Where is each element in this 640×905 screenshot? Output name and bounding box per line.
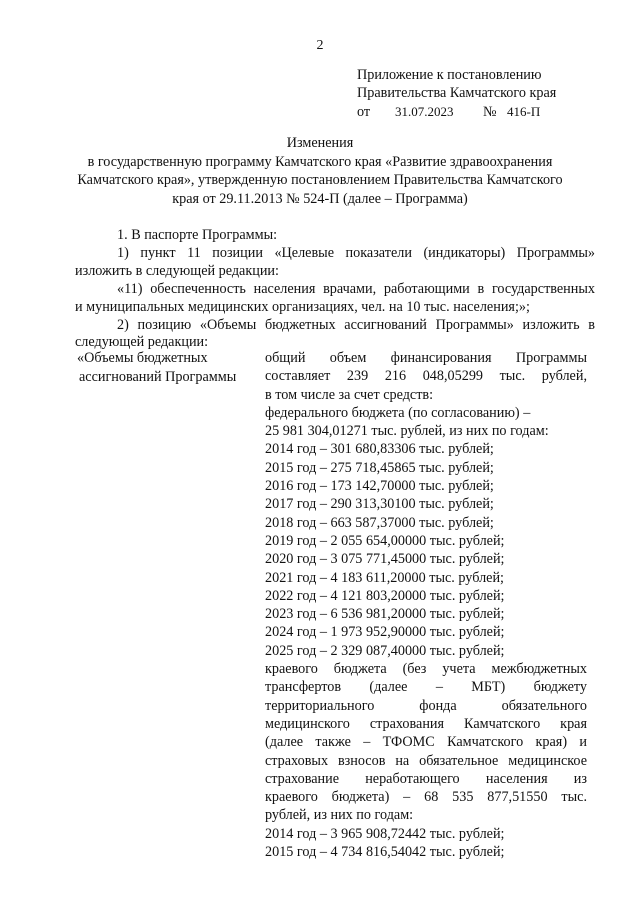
federal-year-line: 2020 год – 3 075 771,45000 тыс. рублей;	[265, 551, 505, 568]
regional-line: (далее также – ТФОМС Камчатского края) и	[265, 734, 587, 751]
federal-year-line: 2022 год – 4 121 803,20000 тыс. рублей;	[265, 587, 505, 604]
appendix-date-line	[357, 103, 556, 121]
quote-line-1: «11) обеспеченность населения врачами, работающими в государственных	[117, 281, 595, 297]
regional-line: трансфертов (далее – МБТ) бюджету	[265, 679, 587, 696]
item-1: 1. В паспорте Программы:	[117, 227, 278, 243]
regional-line: краевого бюджета) – 68 535 877,51550 тыс.	[265, 789, 587, 806]
regional-line: страховых взносов на обязательное медицинское	[265, 752, 587, 769]
document-title	[0, 134, 640, 208]
appendix-number-sign: №	[483, 103, 497, 120]
title-line: в государственную программу Камчатского края «Развитие здравоохранения	[87, 153, 553, 170]
federal-year-line: 2019 год – 2 055 654,00000 тыс. рублей;	[265, 532, 505, 549]
federal-year-line: 2017 год – 290 313,30100 тыс. рублей;	[265, 496, 494, 513]
right-column-line: 25 981 304,01271 тыс. рублей, из них по годам:	[265, 423, 549, 440]
appendix-header	[357, 66, 556, 121]
budget-table-left-column	[77, 349, 236, 386]
right-column-line: общий объем финансирования Программы	[265, 350, 587, 366]
federal-year-line: 2023 год – 6 536 981,20000 тыс. рублей;	[265, 606, 505, 623]
regional-year-line: 2014 год – 3 965 908,72442 тыс. рублей;	[265, 825, 505, 842]
regional-line: медицинского страхования Камчатского края	[265, 715, 587, 732]
title-line: Камчатского края», утвержденную постановлением Правительства Камчатского	[77, 172, 563, 188]
federal-year-line: 2021 год – 4 183 611,20000 тыс. рублей;	[265, 569, 504, 586]
appendix-line-1: Приложение к постановлению	[357, 67, 542, 83]
federal-year-line: 2018 год – 663 587,37000 тыс. рублей;	[265, 514, 494, 531]
right-column-line: федерального бюджета (по согласованию) –	[265, 404, 531, 421]
federal-year-line: 2014 год – 301 680,83306 тыс. рублей;	[265, 441, 494, 458]
subitem-1-line-1: 1) пункт 11 позиции «Целевые показатели (индикаторы) Программы»	[117, 245, 595, 261]
regional-line: территориального фонда обязательного	[265, 697, 587, 714]
appendix-line-2: Правительства Камчатского края	[357, 85, 557, 102]
regional-line: страхование неработающего населения из	[265, 770, 587, 787]
page-number: 2	[316, 38, 324, 53]
appendix-date: 31.07.2023	[395, 103, 454, 119]
title-line: края от 29.11.2013 № 524-П (далее – Программа)	[172, 190, 468, 207]
quote-line-2: и муниципальных медицинских организациях, чел. на 10 тыс. населения;»;	[75, 299, 530, 315]
federal-year-line: 2015 год – 275 718,45865 тыс. рублей;	[265, 459, 494, 476]
left-column-line: «Объемы бюджетных	[77, 350, 208, 366]
right-column-line: в том числе за счет средств:	[265, 386, 434, 403]
subitem-2-line-1: 2) позицию «Объемы бюджетных ассигнований Программы» изложить в	[117, 317, 595, 333]
left-column-line: ассигнований Программы	[79, 368, 237, 385]
regional-line: рублей, из них по годам:	[265, 807, 414, 824]
federal-year-line: 2025 год – 2 329 087,40000 тыс. рублей;	[265, 642, 505, 659]
appendix-number: 416-П	[507, 103, 541, 119]
federal-year-line: 2024 год – 1 973 952,90000 тыс. рублей;	[265, 624, 505, 641]
subitem-2-line-2: следующей редакции:	[75, 334, 209, 350]
regional-line: краевого бюджета (без учета межбюджетных	[265, 661, 587, 678]
regional-year-line: 2015 год – 4 734 816,54042 тыс. рублей;	[265, 844, 505, 861]
budget-table-right-column	[265, 349, 587, 861]
right-column-line: составляет 239 216 048,05299 тыс. рублей,	[265, 368, 587, 385]
subitem-1-line-2: изложить в следующей редакции:	[75, 263, 279, 279]
appendix-date-prefix: от	[357, 103, 371, 120]
federal-year-line: 2016 год – 173 142,70000 тыс. рублей;	[265, 478, 494, 495]
title-heading: Изменения	[286, 135, 354, 151]
